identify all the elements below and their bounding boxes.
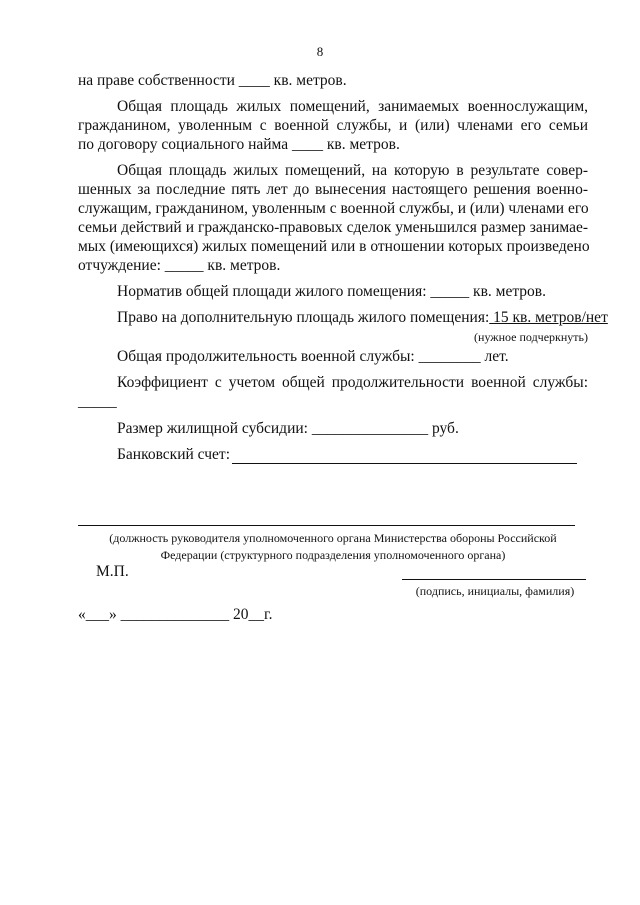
stamp-placeholder: М.П. xyxy=(96,563,129,580)
service-length-line: Общая продолжительность военной службы: ________ лет. xyxy=(117,348,509,365)
page-number: 8 xyxy=(316,44,324,59)
reduction-line-4: семьи действий и гражданско-правовых сделок уменьшился размер занимае- xyxy=(78,219,588,236)
bank-account-label: Банковский счет: xyxy=(117,446,230,463)
reduction-line-5: мых (имеющихся) жилых помещений или в отношении которых произведено xyxy=(78,238,590,255)
social-lease-line-1: Общая площадь жилых помещений, занимаемых военнослужащим, xyxy=(117,98,588,115)
position-caption-line-1: (должность руководителя уполномоченного органа Министерства обороны Российской xyxy=(109,531,557,545)
extra-area-line xyxy=(117,309,608,327)
social-lease-line-2: гражданином, уволенным с военной службы, и (или) членами его семьи xyxy=(78,117,588,134)
norm-line: Норматив общей площади жилого помещения: _____ кв. метров. xyxy=(117,283,546,300)
social-lease-line-3: по договору социального найма ____ кв. метров. xyxy=(78,136,400,153)
reduction-line-3: служащим, гражданином, уволенным с военной службы, и (или) членами его xyxy=(78,200,589,217)
coefficient-blank: _____ xyxy=(78,393,117,410)
date-line: «___» ______________ 20__г. xyxy=(78,606,273,623)
signature-caption: (подпись, инициалы, фамилия) xyxy=(415,584,575,598)
ownership-line: на праве собственности ____ кв. метров. xyxy=(78,72,347,89)
extra-area-label: Право на дополнительную площадь жилого помещения: xyxy=(117,309,490,326)
bank-account-rule xyxy=(232,463,577,464)
extra-area-value: 15 кв. метров/нет xyxy=(489,309,608,326)
signature-rule xyxy=(402,579,586,580)
reduction-line-6: отчуждение: _____ кв. метров. xyxy=(78,257,281,274)
reduction-line-1: Общая площадь жилых помещений, на которую в результате совер- xyxy=(117,162,588,179)
subsidy-line: Размер жилищной субсидии: _______________ руб. xyxy=(117,420,459,437)
position-signature-rule xyxy=(78,525,575,526)
extra-area-note: (нужное подчеркнуть) xyxy=(474,330,588,344)
reduction-line-2: шенных за последние пять лет до вынесения настоящего решения военно- xyxy=(78,181,588,198)
coefficient-line: Коэффициент с учетом общей продолжительности военной службы: xyxy=(117,374,588,391)
position-caption-line-2: Федерации (структурного подразделения уполномоченного органа) xyxy=(160,548,506,562)
